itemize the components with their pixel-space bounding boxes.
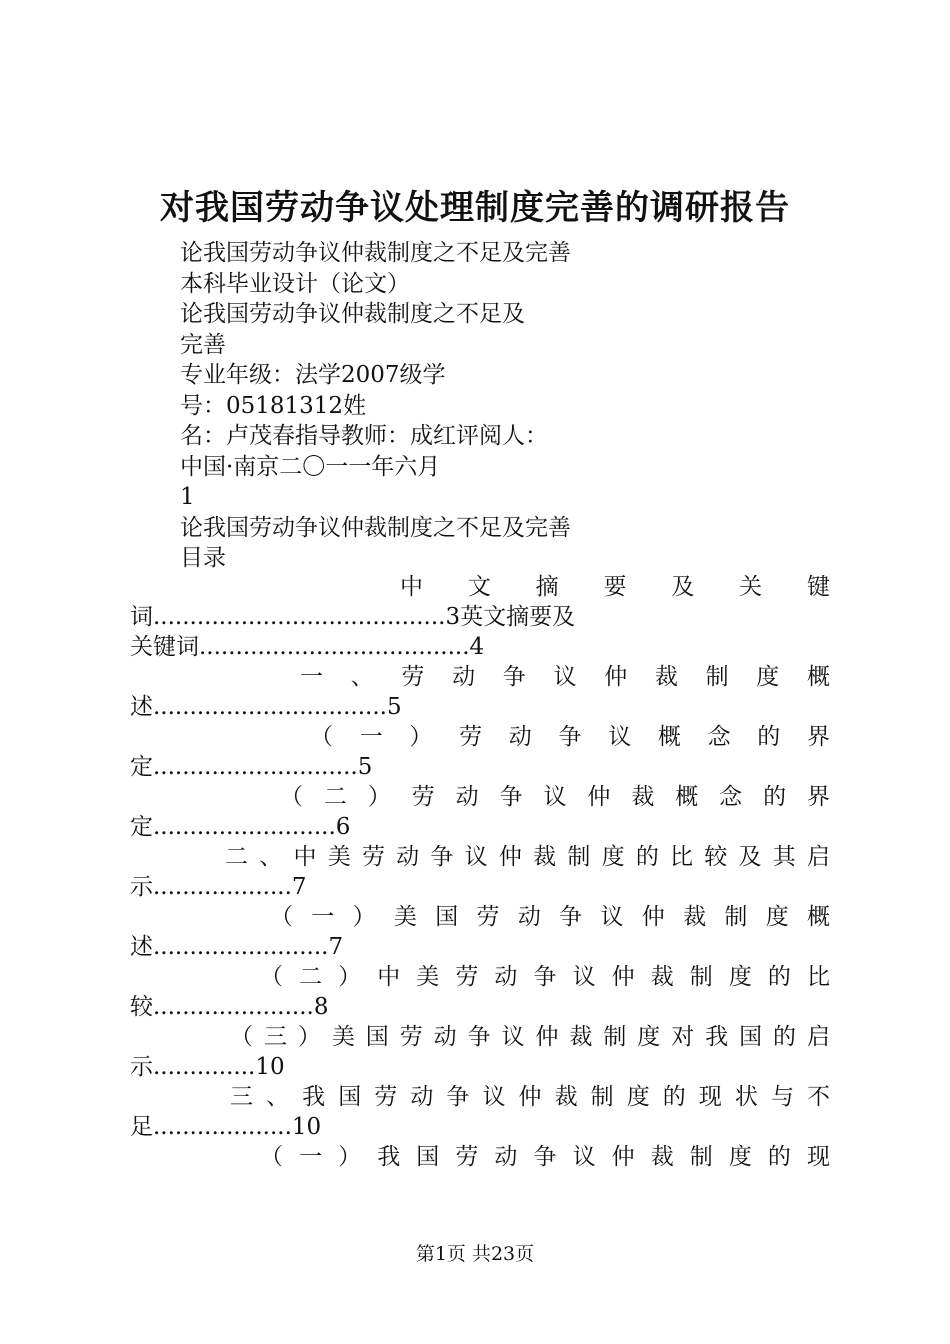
- toc-line: [130, 1022, 830, 1052]
- toc-line-text: （二）劳动争议仲裁概念的界: [280, 784, 830, 810]
- toc-line: [130, 692, 830, 722]
- toc-line: [130, 842, 830, 872]
- front-line: 论我国劳动争议仲裁制度之不足及完善: [180, 240, 571, 266]
- toc-line-text: 词........................................3英文摘要及: [130, 604, 576, 630]
- front-line: 中国·南京二〇一一年六月: [180, 453, 441, 480]
- front-line: 论我国劳动争议仲裁制度之不足及完善: [180, 514, 571, 541]
- front-line: 完善: [180, 331, 226, 358]
- front-line: 本科毕业设计（论文）: [180, 270, 410, 297]
- toc-line-text: 示..............10: [130, 1054, 285, 1080]
- toc-line-text: 二、中美劳动争议仲裁制度的比较及其启: [225, 844, 830, 870]
- toc-line-text: （一）劳动争议概念的界: [310, 724, 830, 750]
- front-line: 名：卢茂春指导教师：成红评阅人：: [180, 423, 548, 449]
- toc-line-text: 较......................8: [130, 994, 329, 1020]
- toc-line-text: （三）美国劳动争议仲裁制度对我国的启: [230, 1024, 830, 1050]
- toc-line: [130, 662, 830, 692]
- toc-line-text: （二）中美劳动争议仲裁制度的比: [260, 964, 830, 990]
- toc-line-text: （一）美国劳动争议仲裁制度概: [270, 904, 830, 930]
- toc-line-text: 关键词.....................................4: [130, 634, 485, 660]
- front-line: 目录: [180, 545, 226, 571]
- table-of-contents: [130, 572, 830, 1172]
- toc-line: [130, 602, 830, 632]
- toc-line: [130, 1052, 830, 1082]
- toc-line: [130, 722, 830, 752]
- toc-line-text: （一）我国劳动争议仲裁制度的现: [260, 1144, 830, 1170]
- toc-line-text: 述................................5: [130, 694, 402, 720]
- toc-line: [130, 932, 830, 962]
- page-footer: 第1页 共23页: [415, 1243, 535, 1265]
- toc-line-text: 述........................7: [130, 934, 344, 960]
- toc-line-text: 三、我国劳动争议仲裁制度的现状与不: [230, 1084, 830, 1110]
- front-line: 号：05181312姓: [180, 392, 367, 419]
- toc-line: [130, 1112, 830, 1142]
- toc-line-text: 定............................5: [130, 754, 373, 780]
- toc-line: [130, 962, 830, 992]
- toc-line: [130, 1142, 830, 1172]
- toc-line-text: 定.........................6: [130, 814, 351, 840]
- toc-line: [130, 752, 830, 782]
- front-line: 1: [180, 484, 195, 510]
- toc-line-text: 示...................7: [130, 874, 307, 900]
- toc-line: [130, 572, 830, 602]
- front-line: 专业年级：法学2007级学: [180, 362, 446, 388]
- toc-line: [130, 812, 830, 842]
- toc-line-text: 一、劳动争议仲裁制度概: [300, 664, 830, 690]
- toc-line: [130, 632, 830, 662]
- front-line: 论我国劳动争议仲裁制度之不足及: [180, 301, 525, 327]
- toc-line: [130, 872, 830, 902]
- toc-line-text: 中文摘要及关键: [400, 574, 830, 600]
- toc-line: [130, 1082, 830, 1112]
- toc-line: [130, 992, 830, 1022]
- toc-line-text: 足...................10: [130, 1114, 322, 1140]
- toc-line: [130, 902, 830, 932]
- document-title: 对我国劳动争议处理制度完善的调研报告: [160, 188, 790, 228]
- toc-line: [130, 782, 830, 812]
